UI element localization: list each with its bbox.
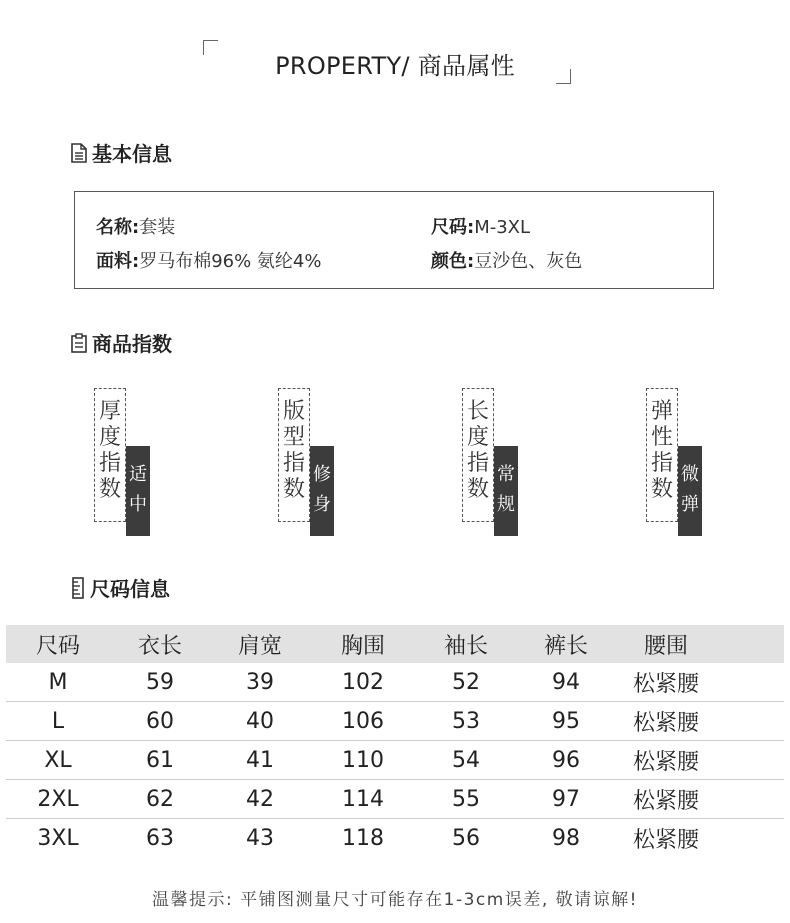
table-cell: 61 bbox=[146, 747, 174, 773]
table-header-cell: 尺码 bbox=[35, 633, 80, 659]
index-char: 数 bbox=[466, 477, 489, 502]
index-value-char: 规 bbox=[497, 494, 515, 515]
document-icon bbox=[70, 143, 88, 163]
table-row bbox=[6, 702, 784, 741]
table-cell: 118 bbox=[342, 826, 384, 851]
table-header-row bbox=[6, 625, 784, 663]
table-cell: 97 bbox=[552, 786, 580, 812]
table-cell: 59 bbox=[146, 669, 174, 695]
table-cell: 39 bbox=[246, 669, 274, 695]
info-color-label: 颜色: bbox=[431, 251, 475, 272]
index-value-char: 修 bbox=[313, 464, 331, 485]
index-char: 指 bbox=[282, 451, 305, 476]
table-cell: L bbox=[51, 708, 65, 734]
index-value-char: 中 bbox=[129, 494, 147, 515]
indices-area bbox=[0, 388, 790, 548]
index-fit-value bbox=[310, 446, 334, 536]
info-color bbox=[431, 247, 582, 273]
table-cell: 106 bbox=[342, 708, 384, 734]
info-fabric bbox=[96, 247, 322, 273]
table-cell: 98 bbox=[552, 826, 580, 851]
index-value-char: 微 bbox=[681, 464, 699, 485]
table-cell: 55 bbox=[452, 786, 480, 812]
info-name-label: 名称: bbox=[96, 217, 140, 238]
table-header-cell: 裤长 bbox=[543, 633, 588, 659]
indices-heading-text: 商品指数 bbox=[92, 332, 172, 356]
table-cell: XL bbox=[44, 747, 72, 773]
table-cell: M bbox=[48, 669, 68, 695]
table-cell: 2XL bbox=[37, 786, 79, 812]
table-row bbox=[6, 819, 784, 858]
index-value-char: 常 bbox=[497, 464, 515, 485]
table-header-cell: 腰围 bbox=[643, 633, 688, 659]
index-char: 数 bbox=[98, 477, 121, 502]
index-char: 数 bbox=[650, 477, 673, 502]
table-row bbox=[6, 780, 784, 819]
indices-heading bbox=[70, 328, 172, 357]
table-cell: 110 bbox=[342, 747, 384, 773]
table-cell: 松紧腰 bbox=[632, 710, 699, 736]
index-char: 指 bbox=[98, 451, 121, 476]
table-header-cell: 肩宽 bbox=[237, 633, 282, 659]
index-elasticity-label bbox=[646, 388, 678, 522]
index-char: 数 bbox=[282, 477, 305, 502]
index-char: 指 bbox=[466, 451, 489, 476]
table-cell: 60 bbox=[146, 708, 174, 734]
info-size-label: 尺码: bbox=[431, 217, 475, 238]
table-cell: 43 bbox=[246, 826, 274, 851]
index-char: 型 bbox=[282, 425, 305, 450]
table-cell: 114 bbox=[342, 786, 384, 812]
index-value-char: 适 bbox=[129, 464, 147, 485]
table-row bbox=[6, 663, 784, 702]
table-header-cell: 胸围 bbox=[340, 633, 385, 659]
index-char: 性 bbox=[650, 425, 673, 450]
table-cell: 63 bbox=[146, 826, 174, 851]
clipboard-icon bbox=[70, 333, 88, 353]
size-table bbox=[6, 625, 784, 858]
index-length-label bbox=[462, 388, 494, 522]
table-cell: 52 bbox=[452, 669, 480, 695]
index-char: 厚 bbox=[98, 399, 121, 424]
table-cell: 56 bbox=[452, 826, 480, 851]
info-fabric-value: 罗马布棉96% 氨纶4% bbox=[139, 251, 322, 272]
index-char: 指 bbox=[650, 451, 673, 476]
title-bracket-right bbox=[556, 69, 571, 84]
table-cell: 松紧腰 bbox=[632, 749, 699, 775]
table-cell: 95 bbox=[552, 708, 580, 734]
index-char: 弹 bbox=[650, 399, 673, 424]
table-cell: 3XL bbox=[37, 826, 79, 851]
table-cell: 62 bbox=[146, 786, 174, 812]
basic-info-box bbox=[74, 191, 714, 289]
index-char: 长 bbox=[466, 399, 489, 424]
basic-info-heading bbox=[70, 138, 172, 167]
table-cell: 94 bbox=[552, 669, 580, 695]
index-thickness-label bbox=[94, 388, 126, 522]
table-row bbox=[6, 741, 784, 780]
index-char: 度 bbox=[466, 425, 489, 450]
size-info-heading-text: 尺码信息 bbox=[90, 577, 170, 601]
info-name-value: 套装 bbox=[139, 217, 176, 238]
info-size bbox=[431, 213, 530, 239]
index-thickness-value bbox=[126, 446, 150, 536]
table-cell: 96 bbox=[552, 747, 580, 773]
table-cell: 松紧腰 bbox=[632, 828, 699, 853]
table-cell: 41 bbox=[246, 747, 274, 773]
table-cell: 102 bbox=[342, 669, 384, 695]
table-cell: 40 bbox=[246, 708, 274, 734]
info-fabric-label: 面料: bbox=[96, 251, 140, 272]
table-header-cell: 衣长 bbox=[137, 633, 182, 659]
table-header-cell: 袖长 bbox=[443, 633, 488, 659]
index-length-value bbox=[494, 446, 518, 536]
index-value-char: 弹 bbox=[681, 494, 699, 515]
table-cell: 54 bbox=[452, 747, 480, 773]
index-fit-label bbox=[278, 388, 310, 522]
basic-info-heading-text: 基本信息 bbox=[92, 142, 172, 166]
table-cell: 松紧腰 bbox=[632, 788, 699, 814]
table-cell: 松紧腰 bbox=[632, 671, 699, 697]
size-info-heading bbox=[70, 573, 170, 602]
index-char: 版 bbox=[282, 399, 305, 424]
index-value-char: 身 bbox=[313, 494, 331, 515]
table-cell: 53 bbox=[452, 708, 480, 734]
info-size-value: M-3XL bbox=[474, 217, 531, 238]
table-cell: 42 bbox=[246, 786, 274, 812]
index-elasticity-value bbox=[678, 446, 702, 536]
page-title: PROPERTY/ 商品属性 bbox=[275, 52, 515, 80]
ruler-icon bbox=[70, 577, 86, 599]
measurement-note: 温馨提示: 平铺图测量尺寸可能存在1-3cm误差, 敬请谅解! bbox=[152, 890, 638, 910]
info-name bbox=[96, 213, 175, 239]
index-char: 度 bbox=[98, 425, 121, 450]
info-color-value: 豆沙色、灰色 bbox=[474, 251, 583, 272]
